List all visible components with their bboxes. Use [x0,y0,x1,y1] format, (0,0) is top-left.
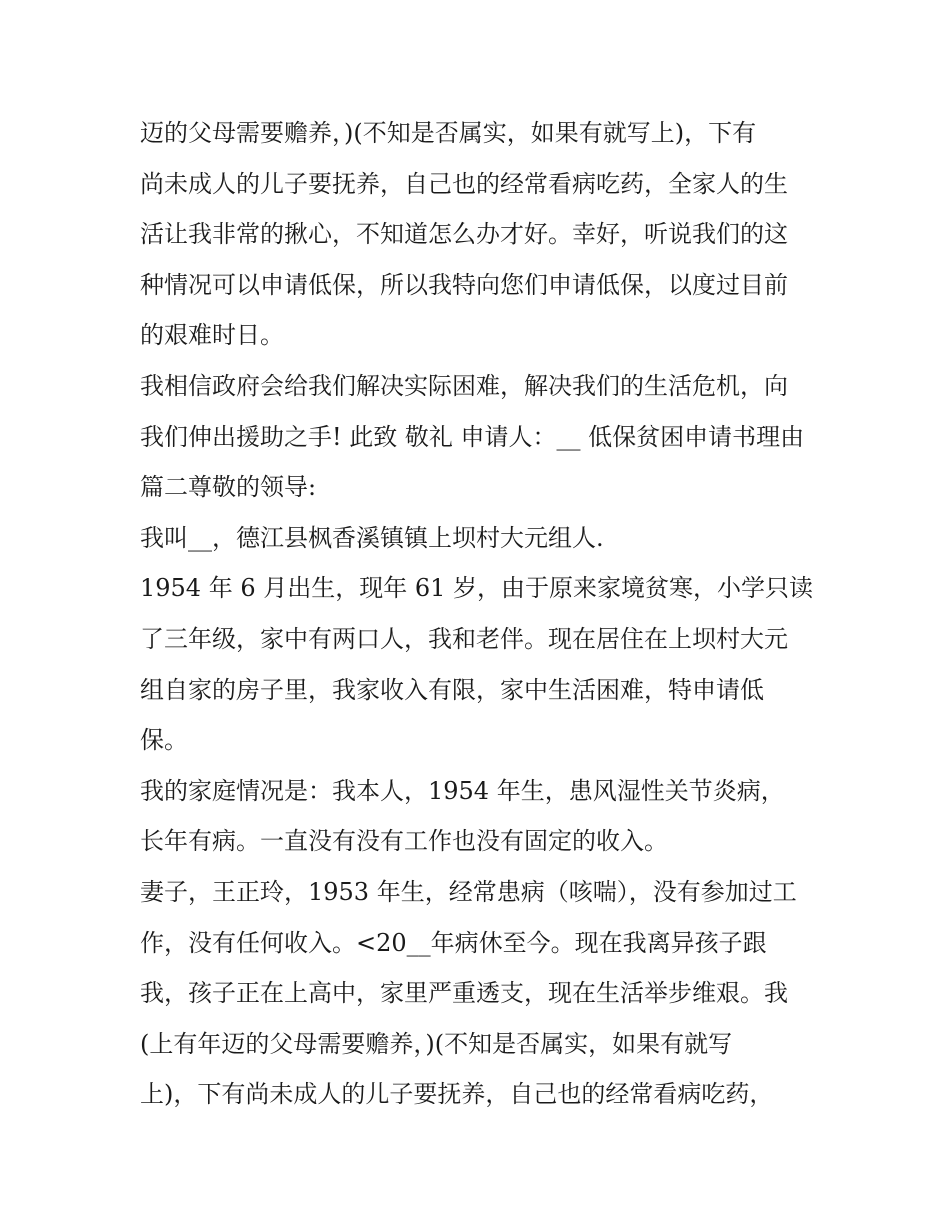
text-line-6: 我相信政府会给我们解决实际困难，解决我们的生活危机，向 [140,371,788,400]
document-body [140,108,820,1120]
text-line-7: 我们伸出援助之手! 此致 敬礼 申请人：__ 低保贫困申请书理由 [140,422,805,451]
text-line-14: 我的家庭情况是：我本人，1954 年生，患风湿性关节炎病， [140,776,785,805]
text-line-1: 迈的父母需要赡养，)(不知是否属实，如果有就写上)，下有 [140,119,757,147]
text-line-20: 上)，下有尚未成人的儿子要抚养，自己也的经常看病吃药， [140,1080,774,1109]
text-line-9: 我叫__，德江县枫香溪镇镇上坝村大元组人. [140,523,604,552]
text-line-11: 了三年级，家中有两口人，我和老伴。现在居住在上坝村大元 [140,624,788,653]
text-line-15: 长年有病。一直没有没有工作也没有固定的收入。 [140,827,668,856]
text-line-2: 尚未成人的儿子要抚养，自己也的经常看病吃药，全家人的生 [140,169,788,198]
text-line-18: 我，孩子正在上高中，家里严重透支，现在生活举步维艰。我 [140,979,788,1008]
text-line-4: 种情况可以申请低保，所以我特向您们申请低保，以度过目前 [140,270,788,299]
text-line-10: 1954 年 6 月出生，现年 61 岁，由于原来家境贫寒，小学只读 [140,574,814,603]
text-line-19: (上有年迈的父母需要赡养，)(不知是否属实，如果有就写 [140,1029,733,1058]
text-line-12: 组自家的房子里，我家收入有限，家中生活困难，特申请低 [140,675,764,704]
text-line-3: 活让我非常的揪心，不知道怎么办才好。幸好，听说我们的这 [140,220,788,249]
text-line-13: 保。 [140,726,188,755]
text-line-5: 的艰难时日。 [140,321,284,350]
text-line-17: 作，没有任何收入。<20__年病休至今。现在我离异孩子跟 [140,928,767,957]
text-line-16: 妻子，王正玲，1953 年生，经常患病（咳喘），没有参加过工 [140,877,797,906]
text-line-8: 篇二尊敬的领导: [140,473,317,502]
